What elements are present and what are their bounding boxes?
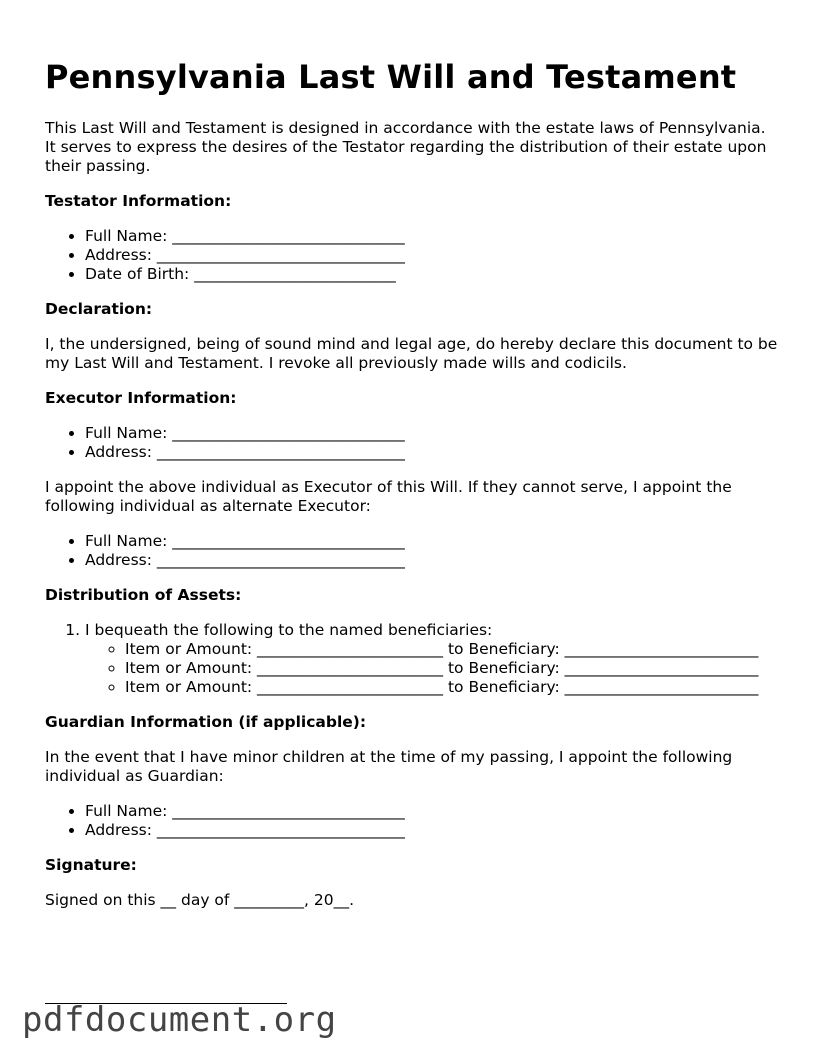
alternate-executor-text: I appoint the above individual as Executor of this Will. If they cannot serve, I appoint the following individual as alternate Executor: [45, 478, 732, 515]
testator-heading: Testator Information: [45, 192, 232, 210]
testator-fields [45, 227, 780, 284]
testator-dob-field[interactable]: • Date of Birth: __________________________ [85, 265, 780, 284]
alternate-executor-address-field[interactable]: • Address: ________________________________ [85, 551, 780, 570]
bequest-sublist [85, 640, 780, 697]
guardian-text: In the event that I have minor children at the time of my passing, I appoint the following individual as Guardian: [45, 748, 733, 785]
signature-date-text[interactable]: Signed on this __ day of _________, 20__. [45, 891, 355, 909]
intro-paragraph: This Last Will and Testament is designed in accordance with the estate laws of Pennsylvania. It serves to express the desires of the Testator regarding the distribution of their estate upon their passing. [45, 119, 767, 175]
guardian-full-name-field[interactable]: • Full Name: ______________________________ [85, 802, 780, 821]
watermark: pdfdocument.org [22, 1000, 337, 1040]
executor-full-name-field[interactable]: • Full Name: ______________________________ [85, 424, 780, 443]
testator-address-field[interactable]: • Address: ________________________________ [85, 246, 780, 265]
document-title: Pennsylvania Last Will and Testament [45, 58, 737, 96]
executor-fields [45, 424, 780, 462]
bequeath-item [85, 621, 780, 697]
bequest-item-1[interactable]: ◦ Item or Amount: ________________________ to Beneficiary: _________________________ [125, 640, 780, 659]
document-page [45, 58, 780, 910]
bequest-item-3[interactable]: ◦ Item or Amount: ________________________ to Beneficiary: _________________________ [125, 678, 780, 697]
guardian-heading: Guardian Information (if applicable): [45, 713, 367, 731]
distribution-heading: Distribution of Assets: [45, 586, 242, 604]
declaration-text: I, the undersigned, being of sound mind and legal age, do hereby declare this document to be my Last Will and Testament. I revoke all previously made wills and codicils. [45, 335, 778, 372]
guardian-fields [45, 802, 780, 840]
declaration-heading: Declaration: [45, 300, 153, 318]
bequeath-intro: I bequeath the following to the named beneficiaries: [85, 621, 493, 639]
executor-address-field[interactable]: • Address: ________________________________ [85, 443, 780, 462]
signature-heading: Signature: [45, 856, 137, 874]
alternate-executor-full-name-field[interactable]: • Full Name: ______________________________ [85, 532, 780, 551]
executor-heading: Executor Information: [45, 389, 237, 407]
bequest-item-2[interactable]: ◦ Item or Amount: ________________________ to Beneficiary: _________________________ [125, 659, 780, 678]
distribution-list [45, 621, 780, 697]
alternate-executor-fields [45, 532, 780, 570]
guardian-address-field[interactable]: • Address: ________________________________ [85, 821, 780, 840]
testator-full-name-field[interactable]: • Full Name: ______________________________ [85, 227, 780, 246]
